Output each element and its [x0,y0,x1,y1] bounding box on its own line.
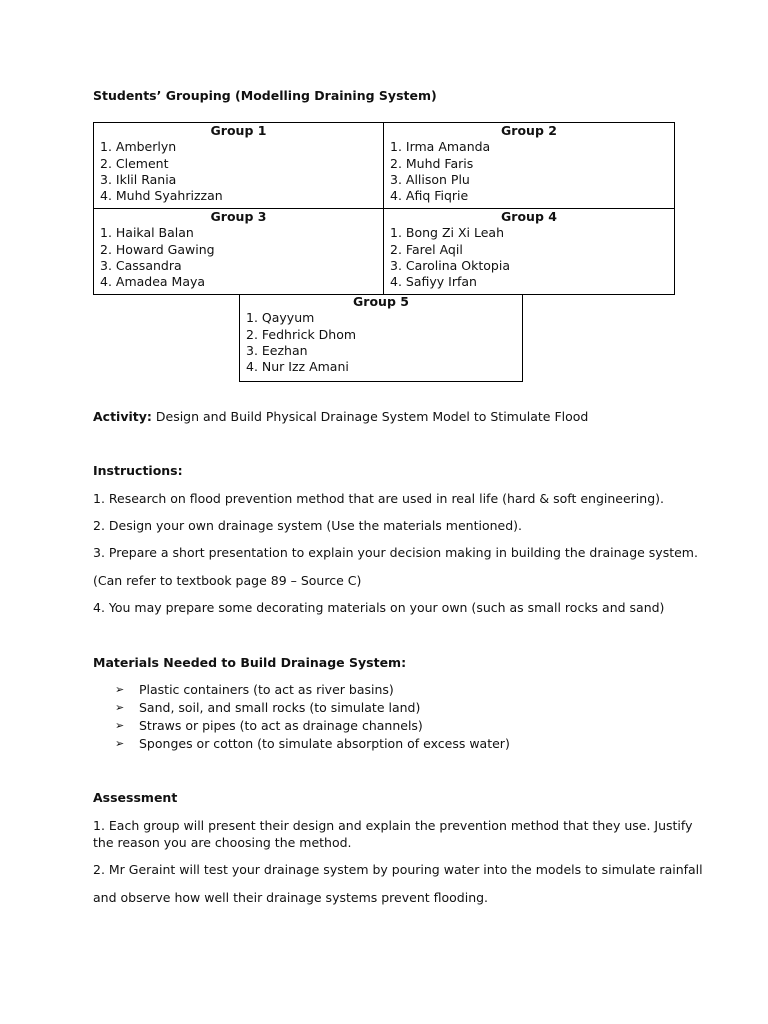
instruction-item: 3. Prepare a short presentation to explain your decision making in building the drainage system. [93,545,698,560]
arrow-bullet-icon: ➢ [115,701,125,714]
list-item [115,682,510,700]
group-member: 1. Amberlyn [100,139,177,155]
group-cell-5 [239,294,523,382]
group-heading: Group 4 [501,209,557,224]
group-member: 2. Muhd Faris [390,155,474,171]
material-text: Sponges or cotton (to simulate absorption of excess water) [139,736,510,751]
assessment-item-2: 2. Mr Geraint will test your drainage system by pouring water into the models to simulate rainfall [93,862,703,877]
group-member: 1. Bong Zi Xi Leah [390,225,504,241]
activity-text: Design and Build Physical Drainage System Model to Stimulate Flood [151,409,589,424]
group-cell-3 [94,209,384,295]
group-member: 2. Farel Aqil [390,241,463,257]
group-heading: Group 1 [210,123,267,138]
arrow-bullet-icon: ➢ [115,719,125,732]
group-member: 1. Irma Amanda [390,139,491,155]
groups-table [93,122,675,295]
materials-list [115,682,510,754]
materials-heading: Materials Needed to Build Drainage System: [93,655,407,670]
group-member: 4. Afiq Fiqrie [390,188,469,204]
group-member: 3. Allison Plu [390,171,470,187]
list-item [115,718,510,736]
list-item [115,700,510,718]
group-member: 1. Haikal Balan [100,225,194,241]
group-heading: Group 5 [353,294,409,309]
assessment-item-1: 1. Each group will present their design and explain the prevention method that they use. Justify [93,818,693,833]
instruction-item: 4. You may prepare some decorating materials on your own (such as small rocks and sand) [93,600,665,615]
list-item [115,736,510,754]
instruction-item: (Can refer to textbook page 89 – Source C) [93,573,362,588]
group-member: 4. Amadea Maya [100,274,206,290]
group-member: 2. Clement [100,155,169,171]
activity-label: Activity: [93,409,152,424]
group-member: 1. Qayyum [246,310,315,326]
group-member: 4. Nur Izz Amani [246,359,349,375]
group-cell-2 [384,123,674,209]
group-cell-4 [384,209,674,295]
material-text: Straws or pipes (to act as drainage channels) [139,718,423,733]
instruction-item: 2. Design your own drainage system (Use the materials mentioned). [93,518,522,533]
group-member: 2. Howard Gawing [100,241,215,257]
instruction-item: 1. Research on flood prevention method that are used in real life (hard & soft engineering). [93,491,664,506]
group-member: 4. Safiyy Irfan [390,274,477,290]
assessment-item-1-cont: the reason you are choosing the method. [93,835,352,850]
group-cell-1 [94,123,384,209]
group-heading: Group 3 [210,209,267,224]
group-member: 4. Muhd Syahrizzan [100,188,223,204]
group-member: 3. Carolina Oktopia [390,257,510,273]
group-member: 2. Fedhrick Dhom [246,326,357,342]
group-heading: Group 2 [501,123,557,138]
arrow-bullet-icon: ➢ [115,683,125,696]
activity-line [93,409,588,425]
arrow-bullet-icon: ➢ [115,737,125,750]
assessment-item-2-cont: and observe how well their drainage systems prevent flooding. [93,890,489,905]
group-member: 3. Cassandra [100,257,182,273]
instructions-heading: Instructions: [93,463,183,478]
group-member: 3. Eezhan [246,342,308,358]
assessment-heading: Assessment [93,790,178,805]
material-text: Plastic containers (to act as river basins) [139,682,394,697]
page-title: Students’ Grouping (Modelling Draining System) [93,88,437,103]
material-text: Sand, soil, and small rocks (to simulate land) [139,700,421,715]
group-member: 3. Iklil Rania [100,171,177,187]
